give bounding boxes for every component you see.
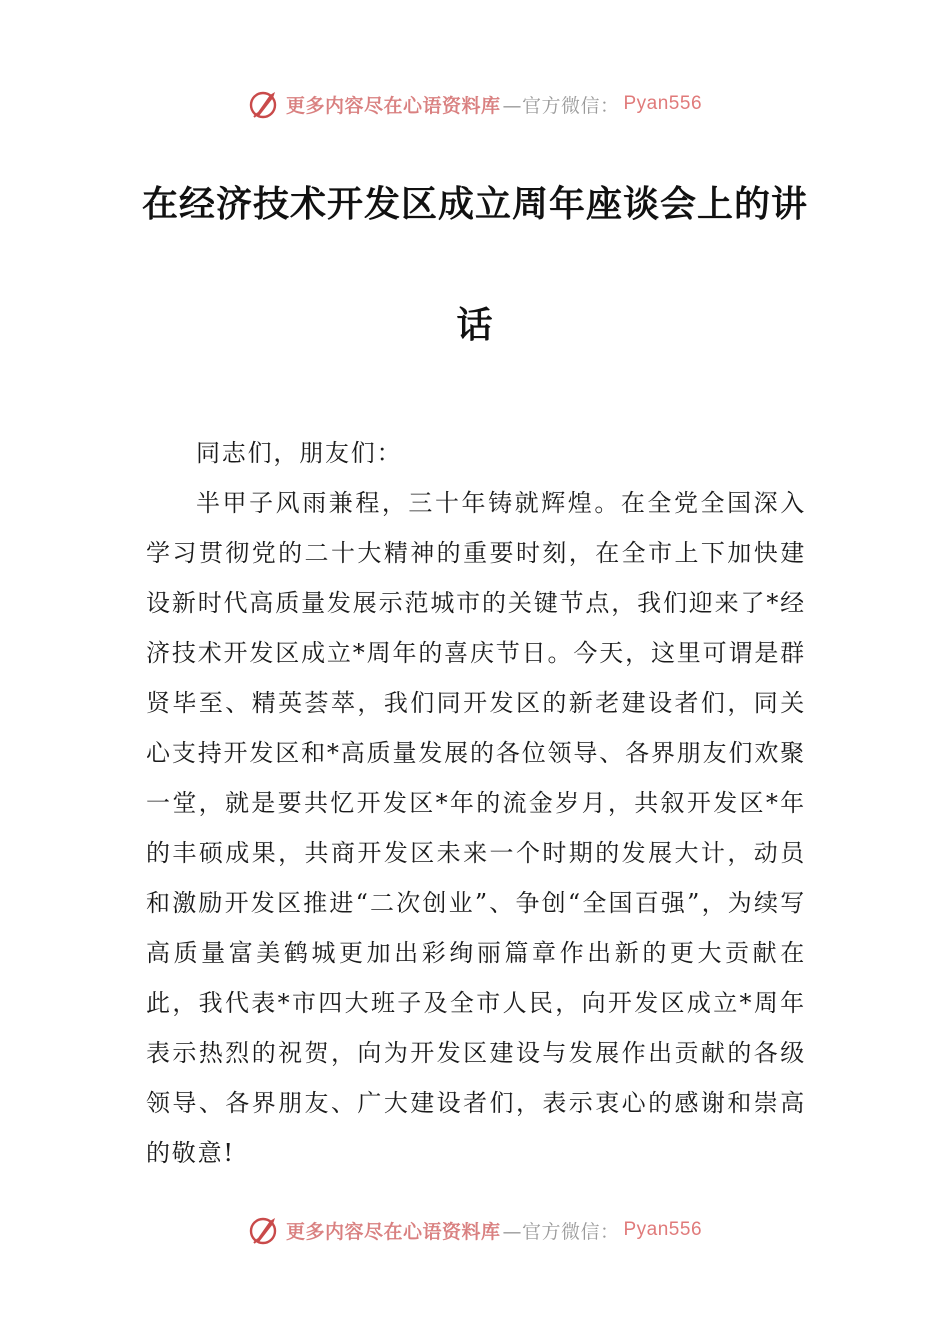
footer-banner — [0, 1208, 950, 1252]
banner-official-label: —官方微信： — [502, 94, 620, 117]
banner-slogan: 更多内容尽在心语资料库 — [285, 1220, 501, 1243]
banner-wechat-id: Pyan556 — [623, 1219, 703, 1240]
banner-wechat-id: Pyan556 — [623, 93, 703, 114]
salutation: 同志们，朋友们： — [196, 439, 403, 467]
banner-official-label: —官方微信： — [502, 1220, 620, 1243]
body-paragraph: 半甲子风雨兼程，三十年铸就辉煌。在全党全国深入学习贯彻党的二十大精神的重要时刻，在全市上下加快建设新时代高质量发展示范城市的关键节点，我们迎来了*经济技术开发区成立*周年的喜庆节日。今天，这里可谓是群贤毕至、精英荟萃，我们同开发区的新老建设者们，同关心支持开发区和*高质量发展的各位领导、各界朋友们欢聚一堂，就是要共忆开发区*年的流金岁月，共叙开发区*年的丰硕成果，共商开发区未来一个时期的发展大计，动员和激励开发区推进“二次创业”、争创“全国百强”，为续写高质量富美鹤城更加出彩绚丽篇章作出新的更大贡献在此，我代表*市四大班子及全市人民，向开发区成立*周年表示热烈的祝贺，向为开发区建设与发展作出贡献的各级领导、各界朋友、广大建设者们，表示衷心的感谢和崇高的敬意! — [146, 489, 806, 1167]
banner-slogan: 更多内容尽在心语资料库 — [285, 94, 501, 117]
quill-pen-logo-icon — [248, 87, 282, 121]
header-banner — [0, 82, 950, 126]
quill-pen-logo-icon — [248, 1213, 282, 1247]
document-title-line-1: 在经济技术开发区成立周年座谈会上的讲 — [141, 184, 808, 225]
document-title-line-2: 话 — [456, 305, 494, 346]
document-body — [146, 428, 806, 1178]
